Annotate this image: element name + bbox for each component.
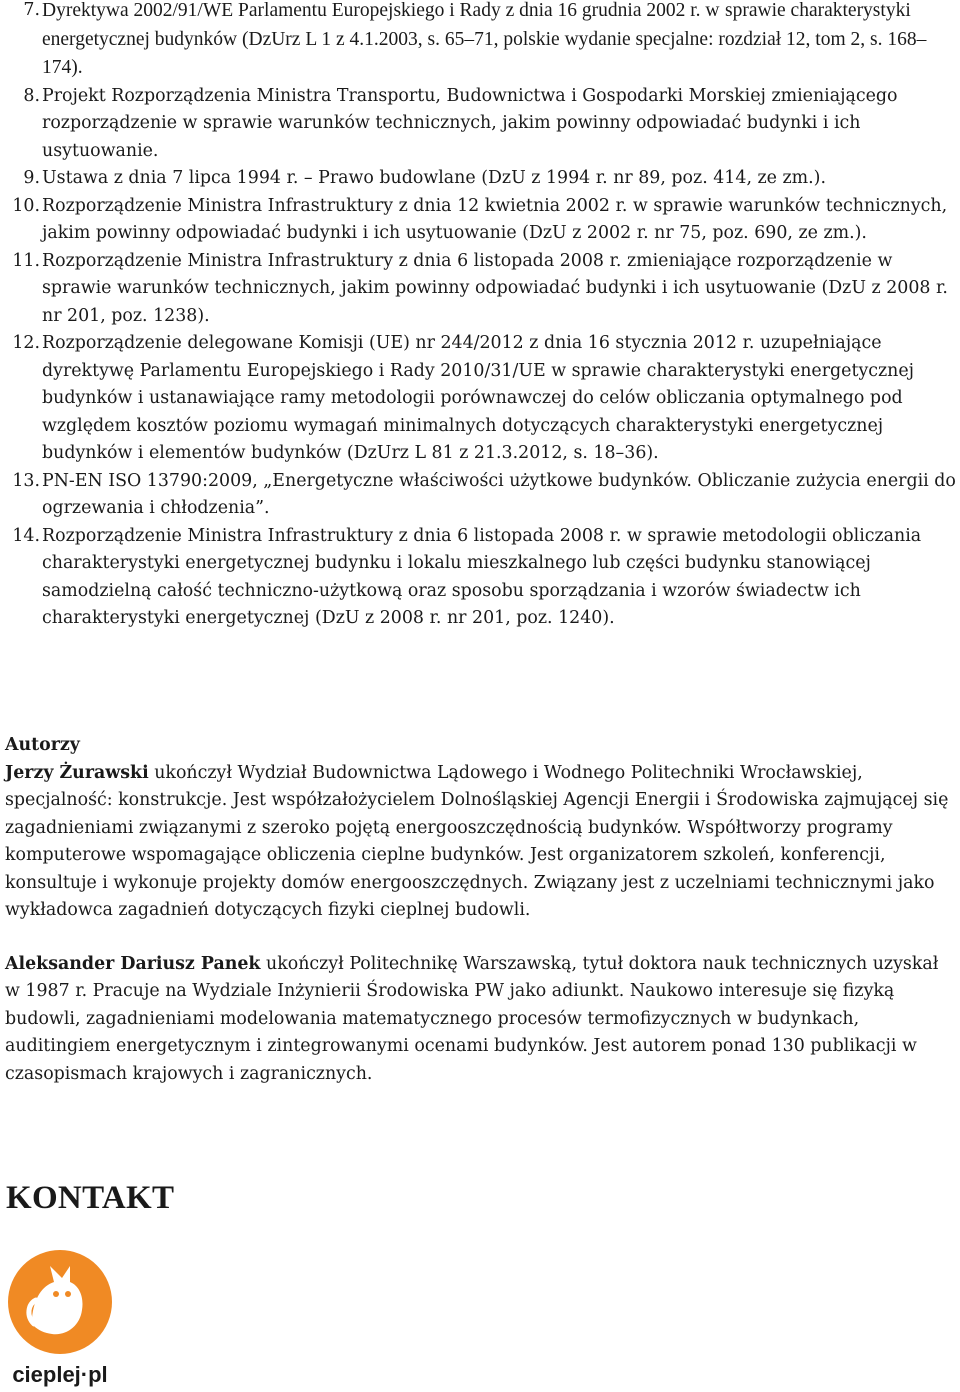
reference-text-continued: obliczania charakterystyki energetycznej budynku i lokalu mieszkalnego lub części budynku stanowiącej samodzielną całość techniczno-użytkową oraz sposobu sporządzania i wzorów świadectw ich charakterystyki energetycznej (DzU z 2008 r. nr 201, poz. 1240). [42,525,922,628]
reference-text: Rozporządzenie delegowane Komisji (UE) nr 244/2012 z dnia 16 stycznia 2012 r. [42,333,755,353]
reference-number: 13. [12,470,40,491]
cat-logo-icon [4,1246,116,1388]
reference-item [0,193,960,248]
reference-number: 10. [12,195,40,216]
reference-text-continued: energii do ogrzewania i chłodzenia”. [42,470,956,518]
reference-text: PN-EN ISO 13790:2009, „Energetyczne właściwości użytkowe budynków. Obliczanie zużycia [42,470,861,491]
author-bio [5,951,955,1089]
author-bio-text: ukończył Wydział Budownictwa Lądowego i Wodnego Politechniki Wrocławskiej, specjalność: konstrukcje. Jest współzałożycielem Dolnośląskiej Agencji Energii i Środowiska zajmującej się zagadnieniami związanymi z szeroko pojętą energooszczędnością budynków. Współtworzy programy komputerowe wspomagające obliczenia cieplne budynków. Jest organizatorem szkoleń, konferencji, konsultuje i wykonuje projekty domów energooszczędnych. Związany jest z uczelniami technicznymi jako wykładowca zagadnień dotyczących fizyki cieplnej budowli. [5,762,949,920]
contact-heading: KONTAKT [6,1180,175,1216]
reference-number: 9. [23,168,40,188]
reference-number: 14. [12,525,40,546]
reference-item [0,0,960,83]
author-name: Jerzy Żurawski [5,762,149,783]
logo-text: cieplej·pl [12,1362,108,1387]
reference-text-continued: warunków technicznych, jakim powinny odpowiadać budynki i ich usytuowanie (DzU z 2002 r. nr 75, poz. 690, ze zm.). [42,195,948,243]
cieplej-logo[interactable] [4,1246,116,1388]
author-bio [5,760,955,925]
reference-text: Dyrektywa 2002/91/WE Parlamentu Europejskiego i Rady z dnia 16 grudnia 2002 r. w [42,0,720,21]
reference-number: 11. [12,250,40,271]
author-bio-text: ukończył Politechnikę Warszawską, tytuł doktora nauk technicznych uzyskał w 1987 r. Pracuje na Wydziale Inżynierii Środowiska PW jako adiunkt. Naukowo interesuje się fizyką budowli, zagadnieniami modelowania matematycznego procesów termofizycznych w budynkach, auditingiem energetycznym i zintegrowanymi ocenami budynków. Jest autorem ponad 130 publikacji w czasopismach krajowych i zagranicznych. [5,953,939,1084]
reference-item [0,330,960,468]
reference-text: Rozporządzenie Ministra Infrastruktury z dnia 6 listopada 2008 r. w sprawie metodologii [42,525,827,546]
reference-text: Projekt Rozporządzenia Ministra Transportu, Budownictwa i Gospodarki Morskiej [42,85,766,106]
reference-number: 7. [23,0,40,20]
reference-text: Rozporządzenie Ministra Infrastruktury z dnia 6 listopada 2008 r. zmieniające rozporządzenie w [42,250,893,271]
reference-text: Rozporządzenie Ministra Infrastruktury z dnia 12 kwietnia 2002 r. w sprawie [42,195,723,216]
authors-heading: Autorzy [5,735,80,755]
author-name: Aleksander Dariusz Panek [5,953,261,974]
reference-text-continued: sprawie warunków technicznych, jakim powinny odpowiadać budynki i ich usytuowanie (DzU z 2008 r. nr 201, poz. 1238). [42,278,948,326]
reference-item [0,468,960,523]
reference-number: 12. [12,333,40,353]
reference-item [0,523,960,633]
reference-item [0,248,960,331]
reference-list [0,0,960,633]
reference-text-continued: uzupełniające dyrektywę Parlamentu Europejskiego i Rady 2010/31/UE w sprawie charakterystyki energetycznej budynków i ustanawiające ramy metodologii porównawczej do celów obliczania optymalnego pod względem kosztów poziomu wymagań minimalnych dotyczących charakterystyki energetycznej budynków i elementów budynków (DzUrz L 81 z 21.3.2012, s. 18–36). [42,333,915,463]
reference-item [0,165,960,193]
reference-text: Ustawa z dnia 7 lipca 1994 r. – Prawo budowlane (DzU z 1994 r. nr 89, poz. 414, ze zm.). [42,168,826,188]
reference-item [0,83,960,166]
authors-section [5,732,955,1114]
reference-text-continued: zmieniającego rozporządzenie w sprawie warunków technicznych, jakim powinny odpowiadać budynki i ich usytuowanie. [42,85,898,161]
reference-text-continued: sprawie charakterystyki energetycznej budynków (DzUrz L 1 z 4.1.2003, s. 65–71, polskie wydanie specjalne: rozdział 12, tom 2, s. 168–174). [42,0,927,78]
reference-number: 8. [23,85,40,106]
